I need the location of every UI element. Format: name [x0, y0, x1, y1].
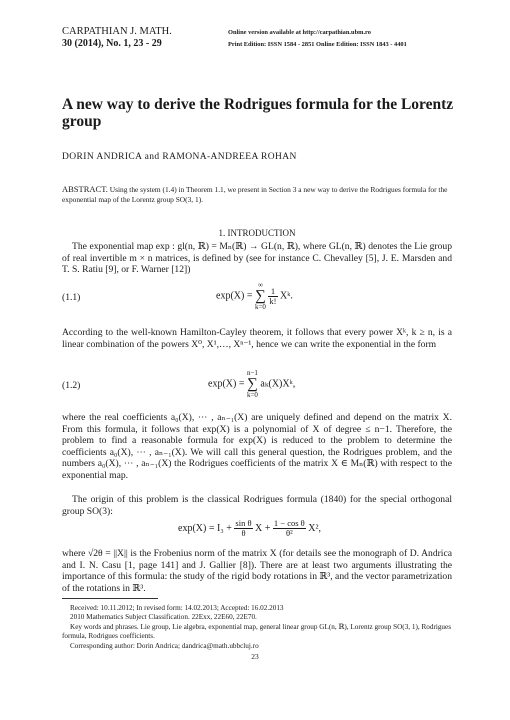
equation-3-lhs: exp(X) = I₃ + — [178, 523, 232, 534]
equation-1-rhs: Xᵏ. — [280, 290, 293, 302]
equation-2-number: (1.2) — [62, 380, 81, 391]
equation-3-end: X², — [308, 523, 321, 534]
journal-header — [62, 26, 222, 50]
abstract-text: Using the system (1.4) in Theorem 1.1, we present in Section 3 a new way to derive the Rodrigues formula for the exponential map of the Lorentz group SO(3, 1). — [62, 185, 448, 204]
abstract-label: ABSTRACT. — [62, 184, 108, 194]
abstract — [62, 184, 452, 205]
fraction: $\frac{\text{1 − cos θ}}{\text{θ²}}$ — [273, 518, 305, 538]
equation-2-lhs: exp(X) = — [208, 378, 245, 390]
equation-1 — [216, 281, 293, 311]
online-version-line: Online version available at http://carpathian.ubm.ro — [228, 29, 371, 36]
journal-line-1: CARPATHIAN J. MATH. — [62, 26, 172, 37]
equation-2-rhs: aₖ(X)Xᵏ, — [260, 378, 296, 390]
fraction: $\frac{1}{k!}$ — [269, 285, 277, 306]
fraction: $\frac{\text{sin θ}}{\theta}$ — [235, 518, 252, 538]
sum-symbol: ∞ ∑ k=0 — [254, 281, 266, 311]
msc-classification: 2010 Mathematics Subject Classification. 22Exx, 22E60, 22E70. — [70, 613, 257, 622]
equation-3 — [178, 519, 321, 538]
equation-1-lhs: exp(X) = — [216, 290, 253, 302]
equation-3-mid: X + — [255, 523, 271, 534]
received-dates: Received: 10.11.2012; In revised form: 14.02.2013; Accepted: 16.02.2013 — [70, 604, 284, 612]
keywords: Key words and phrases. Lie group, Lie algebra, exponential map, general linear group GL(n, ℝ), Lorentz group SO(3, 1), Rodrigues formula, Rodrigues coefficients. — [62, 622, 452, 641]
paragraph-2: According to the well-known Hamilton-Cayley theorem, it follows that every power Xᵏ, k ≥ n, is a linear combination of the powers X⁰, X¹,…, Xⁿ⁻¹, hence we can write the exponential in the form — [62, 327, 452, 350]
paper-title: A new way to derive the Rodrigues formula for the Lorentz group — [62, 96, 454, 130]
edition-info — [228, 27, 478, 51]
section-heading: 1. INTRODUCTION — [218, 228, 296, 238]
paragraph-3: where the real coefficients a₀(X), ⋯ , aₙ₋₁(X) are uniquely defined and depend on the matrix X. From this formula, it follows that exp(X) is a polynomial of X of degree ≤ n−1. Therefore, the problem to find a reasonable formula for exp(X) is reduced to the problem to determine the coefficients a₀(X), ⋯ , aₙ₋₁(X). We will call this general question, the Rodrigues problem, and the numbers a₀(X), ⋯ , aₙ₋₁(X) the Rodrigues coefficients of the matrix X ∈ Mₙ(ℝ) with respect to the exponential map. — [62, 412, 452, 481]
paragraph-1: The exponential map exp : gl(n, ℝ) = Mₙ(ℝ) → GL(n, ℝ), where GL(n, ℝ) denotes the Lie group of real invertible m × n matrices, is defined by (see for instance C. Chevalley [5], J. E. Marsden and T. S. Ratiu [9], or F. Warner [12]) — [62, 241, 452, 276]
sum-symbol: n−1 ∑ k=0 — [246, 369, 258, 399]
equation-1-number: (1.1) — [62, 292, 81, 303]
footnotes — [62, 604, 454, 651]
page-number: 23 — [251, 652, 259, 661]
print-edition-line: Print Edition: ISSN 1584 - 2851 Online Edition: ISSN 1843 - 4401 — [228, 41, 407, 48]
footnote-rule — [62, 598, 158, 599]
authors: DORIN ANDRICA and RAMONA-ANDREEA ROHAN — [62, 152, 297, 162]
corresponding-author: Corresponding author: Dorin Andrica; dandrica@math.ubbcluj.ro — [70, 641, 259, 650]
journal-line-2: 30 (2014), No. 1, 23 - 29 — [62, 38, 162, 49]
equation-2 — [208, 369, 295, 399]
paragraph-4: The origin of this problem is the classical Rodrigues formula (1840) for the special orthogonal group SO(3): — [62, 494, 452, 517]
paragraph-5: where √2θ = ||X|| is the Frobenius norm of the matrix X (for details see the monograph of D. Andrica and I. N. Casu [1, page 141] and J. Gallier [8]). There are at least two arguments illustrating the importance of this formula: the study of the rigid body rotations in ℝ³, and the vector parametrization of the rotations in ℝ³. — [62, 548, 452, 594]
